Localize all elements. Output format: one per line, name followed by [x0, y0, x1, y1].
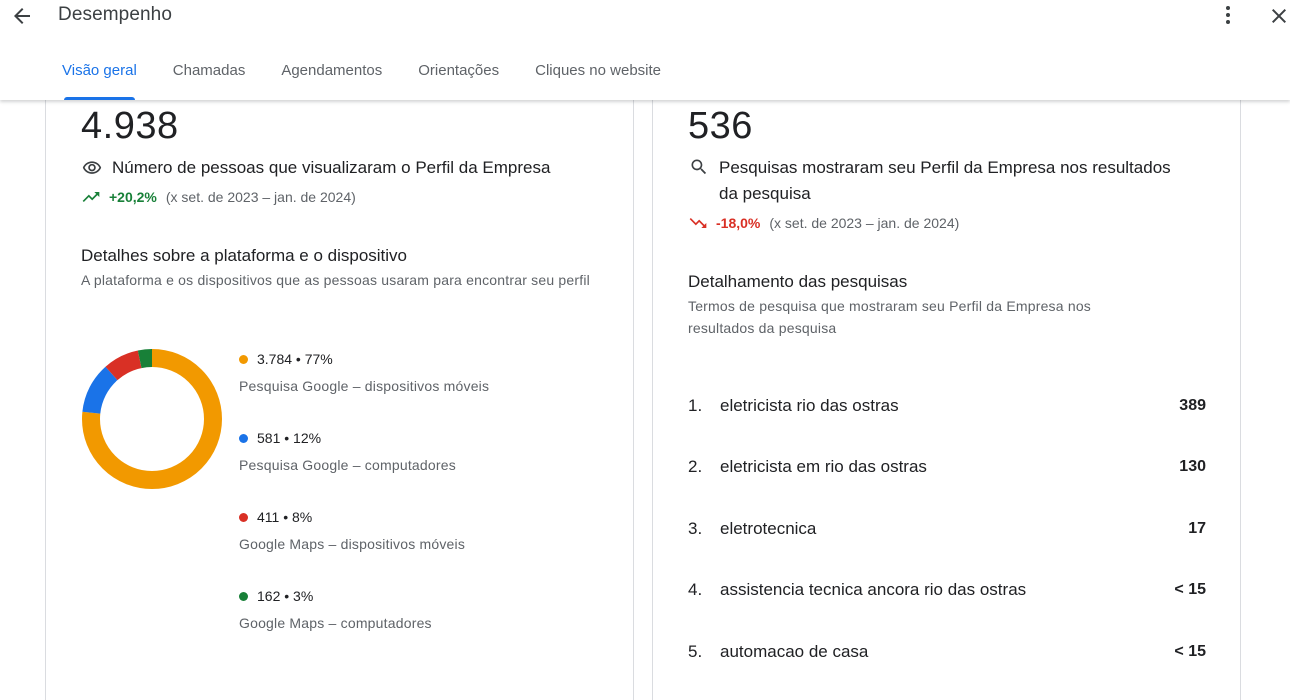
search-term-row: [688, 575, 1206, 605]
search-term-row: [688, 514, 1206, 544]
top-bar: [0, 0, 1290, 100]
legend-label: Google Maps – computadores: [239, 615, 432, 631]
searches-trend-range: (x set. de 2023 – jan. de 2024): [769, 215, 960, 231]
search-term-count: 389: [1179, 397, 1206, 414]
views-total: 4.938: [81, 105, 179, 147]
trending-down-icon: [688, 213, 708, 233]
trending-up-icon: [81, 187, 101, 207]
legend-label: Pesquisa Google – computadores: [239, 457, 456, 473]
views-trend-range: (x set. de 2023 – jan. de 2024): [165, 189, 356, 205]
legend-stat: 162 • 3%: [257, 588, 314, 604]
searches-label-line2: da pesquisa: [719, 184, 811, 203]
search-term-row: [688, 391, 1206, 421]
tab-website-clicks[interactable]: Cliques no website: [535, 62, 662, 79]
back-button[interactable]: [8, 2, 36, 30]
search-term-rank: 1.: [688, 396, 703, 415]
breakdown-section-title: Detalhamento das pesquisas: [688, 272, 908, 291]
close-button[interactable]: [1266, 3, 1290, 29]
more-vert-icon: [1216, 3, 1240, 27]
breakdown-subtitle-line2: resultados da pesquisa: [688, 320, 837, 336]
platform-section-title: Detalhes sobre a plataforma e o dispositivo: [81, 246, 408, 265]
tab-overview[interactable]: Visão geral: [44, 52, 155, 100]
search-term-count: 130: [1179, 458, 1206, 475]
views-trend: [81, 187, 356, 207]
searches-trend-percent: -18,0%: [716, 215, 761, 231]
search-term-count: 17: [1188, 520, 1206, 537]
eye-icon: [81, 158, 103, 178]
searches-label-line1: Pesquisas mostraram seu Perfil da Empresa nos resultados: [719, 158, 1171, 177]
tab-calls[interactable]: Chamadas: [172, 62, 246, 79]
platform-donut-chart: [81, 348, 223, 490]
more-options-button[interactable]: [1216, 3, 1240, 27]
legend-label: Google Maps – dispositivos móveis: [239, 536, 466, 552]
tab-bar: [44, 52, 679, 100]
breakdown-subtitle-line1: Termos de pesquisa que mostraram seu Perfil da Empresa nos: [688, 298, 1092, 314]
searches-card: [652, 0, 1241, 700]
close-icon: [1267, 4, 1290, 28]
legend-dot: [239, 592, 248, 601]
search-term: eletricista rio das ostras: [720, 396, 899, 415]
search-term-row: [688, 452, 1206, 482]
search-term: eletrotecnica: [720, 519, 817, 538]
profile-views-card: [45, 0, 634, 700]
search-term-count: < 15: [1174, 581, 1206, 598]
search-term-rank: 2.: [688, 457, 703, 476]
search-term-rank: 4.: [688, 580, 703, 599]
legend-stat: 411 • 8%: [257, 509, 313, 525]
legend-item: [239, 351, 489, 394]
tab-directions[interactable]: Orientações: [418, 62, 500, 79]
tab-bookings[interactable]: Agendamentos: [281, 62, 383, 79]
search-term-count: < 15: [1174, 643, 1206, 660]
platform-section-subtitle: A plataforma e os dispositivos que as pessoas usaram para encontrar seu perfil: [81, 272, 590, 288]
legend-dot: [239, 513, 248, 522]
search-term-rank: 5.: [688, 642, 703, 661]
breakdown-section-subtitle: [688, 295, 1091, 339]
searches-label: [719, 155, 1171, 207]
arrow-back-icon: [10, 4, 34, 28]
legend-label: Pesquisa Google – dispositivos móveis: [239, 378, 490, 394]
legend-dot: [239, 355, 248, 364]
legend-stat: 3.784 • 77%: [257, 351, 333, 367]
search-icon: [689, 157, 709, 177]
search-term-row: [688, 637, 1206, 667]
legend-item: [239, 588, 432, 631]
legend-dot: [239, 434, 248, 443]
page-title: Desempenho: [58, 4, 173, 25]
views-trend-percent: +20,2%: [109, 189, 157, 205]
legend-stat: 581 • 12%: [257, 430, 322, 446]
legend-item: [239, 430, 456, 473]
search-term: assistencia tecnica ancora rio das ostras: [720, 580, 1027, 599]
legend-item: [239, 509, 465, 552]
searches-trend: [688, 213, 959, 233]
search-term: eletricista em rio das ostras: [720, 457, 927, 476]
views-label: Número de pessoas que visualizaram o Perfil da Empresa: [112, 158, 551, 177]
search-term: automacao de casa: [720, 642, 869, 661]
searches-total: 536: [688, 105, 753, 147]
search-term-rank: 3.: [688, 519, 703, 538]
